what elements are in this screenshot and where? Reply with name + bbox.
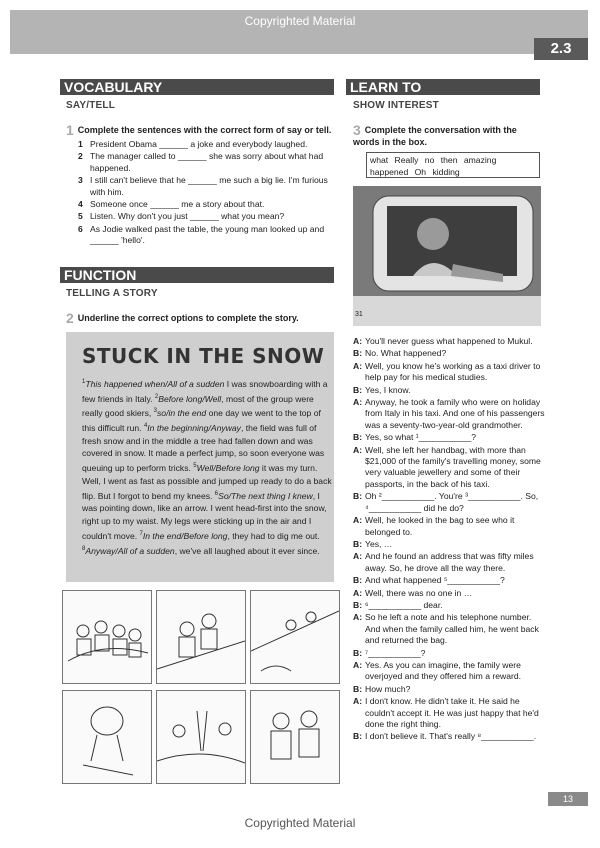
story-text: $^1$This happened when/All of a sudden I was snowboarding with a few friends in Italy. $^2$Before long/Well, most of the group were really good skiers, $^3$so/in the end one day we went to the top of this difficult run. $^4$In the beginning/Anyway, the field was full of fresh snow and in the middle a tree had fallen down and was covered in snow. It made a perfect jump, so soon everyone was queuing up to perform tricks. $^5$Well/Before long it was my turn. Well, I went as fast as possible and jumped up ready to do a back flip. But I forgot to bend my knees. $^6$So/The next thing I knew, I was pointing down, like an arrow. I went head-first into the snow, right up to my waist. My legs were sticking up in the air and I couldn't move. $^7$In the end/Before long, they had to dig me out. $^8$Anyway/All of a sudden, we've all laughed about it ever since. — [82, 378, 332, 556]
page-number: 13 — [548, 792, 588, 806]
copyright-footer: Copyrighted Material — [244, 816, 356, 830]
story-title: STUCK IN THE SNOW — [82, 344, 325, 368]
dialogue-line: B: No. What happened? — [353, 348, 447, 359]
exercise-3-number: 3 — [353, 122, 361, 138]
exercise-1-text: Complete the sentences with the correct form of say or tell. — [77, 125, 332, 135]
list-item: 4 Someone once ______ me a story about that. — [78, 199, 265, 210]
list-item: 2 The manager called to ______ she was sorry about what had happened. — [78, 151, 324, 173]
dialogue-line: B: And what happened ⁵___________? — [353, 575, 505, 586]
dialogue-line: B: Yes, I know. — [353, 384, 411, 395]
dialogue-line: A: Well, there was no one in … — [353, 587, 473, 598]
dialogue-line: A: So he left a note and his telephone number. And when the family called him, he went back and returned the bag. — [353, 612, 539, 646]
cartoon-panel — [62, 690, 152, 784]
cartoon-panel — [156, 590, 246, 684]
dialogue-line: A: Well, she left her handbag, with more than $21,000 of the family's travelling money, some very valuable jewellery and some of their passports, in the back of his taxi. — [353, 444, 541, 489]
exercise-1-instruction — [66, 124, 336, 136]
skiers-group-illustration — [63, 591, 151, 683]
vocabulary-list — [78, 139, 338, 248]
dialogue — [353, 336, 548, 744]
dialogue-line: A: Well, you know he's working as a taxi driver to help pay for his medical studies. — [353, 360, 541, 383]
list-item: 5 Listen. Why don't you just ______ what you mean? — [78, 211, 285, 222]
dialogue-line: B: How much? — [353, 683, 411, 694]
cartoon-panel — [250, 590, 340, 684]
dialogue-line: B: ⁷___________? — [353, 647, 426, 658]
exercise-2-text: Underline the correct options to complete the story. — [77, 313, 299, 323]
cartoon-panel — [156, 690, 246, 784]
dialogue-line: A: Anyway, he took a family who were on holiday from Italy in his taxi. And one of his passengers was a seventy-two-year-old grandmother. — [353, 397, 545, 430]
function-subheading: TELLING A STORY — [66, 288, 158, 299]
snowboard-jump-illustration — [251, 591, 339, 683]
learn-to-band: LEARN TO — [346, 79, 540, 95]
exercise-3-instruction — [353, 124, 543, 148]
laughing-friends-illustration — [251, 691, 339, 783]
dialogue-line: B: I don't believe it. That's really ⁸___________. — [353, 731, 537, 742]
list-item: 6 As Jodie walked past the table, the young man looked up and ______ 'hello'. — [78, 223, 325, 246]
dialogue-line: A: Well, he looked in the bag to see who it belonged to. — [353, 515, 515, 537]
cartoon-panel — [62, 590, 152, 684]
dialogue-line: B: Oh ²___________. You're ³___________. So, ⁴___________ did he do? — [353, 491, 539, 513]
taxi-driver-illustration — [353, 186, 541, 326]
unit-number: 2.3 — [534, 38, 588, 60]
exercise-1-number: 1 — [66, 122, 74, 138]
function-band: FUNCTION — [60, 267, 334, 283]
dialogue-line: A: You'll never guess what happened to Mukul. — [353, 336, 533, 346]
dialogue-line: B: Yes, … — [353, 538, 393, 549]
vocabulary-subheading: SAY/TELL — [66, 100, 116, 111]
stuck-in-snow-illustration — [157, 691, 245, 783]
dialogue-line: A: I don't know. He didn't take it. He said he couldn't accept it. He was just happy that he'd done the right thing. — [353, 696, 539, 729]
learn-to-subheading: SHOW INTEREST — [353, 100, 439, 111]
exercise-3-text: Complete the conversation with the words in the box. — [353, 125, 517, 147]
vocabulary-band: VOCABULARY — [60, 79, 334, 95]
dialogue-line: B: Yes, so what ¹___________? — [353, 432, 477, 443]
exercise-2-instruction — [66, 312, 336, 324]
dialogue-line: B: ⁶___________ dear. — [353, 599, 443, 610]
exercise-2-number: 2 — [66, 310, 74, 326]
dialogue-line: A: And he found an address that was fifty miles away. So, he drove all the way there. — [353, 551, 534, 573]
cartoon-panel — [250, 690, 340, 784]
flying-snowboarder-illustration — [63, 691, 151, 783]
skiers-on-slope-illustration — [157, 591, 245, 683]
word-box: what Really no then amazing happened Oh kidding — [366, 152, 540, 178]
list-item: 3 I still can't believe that he ______ me such a big lie. I'm furious with him. — [78, 175, 328, 197]
photo-caption: 31 — [355, 311, 363, 318]
copyright-header: Copyrighted Material — [244, 14, 356, 28]
taxi-driver-photo — [353, 186, 541, 326]
dialogue-line: A: Yes. As you can imagine, the family were overjoyed and they offered him a reward. — [353, 659, 522, 682]
list-item: 1 President Obama ______ a joke and everybody laughed. — [78, 139, 308, 149]
